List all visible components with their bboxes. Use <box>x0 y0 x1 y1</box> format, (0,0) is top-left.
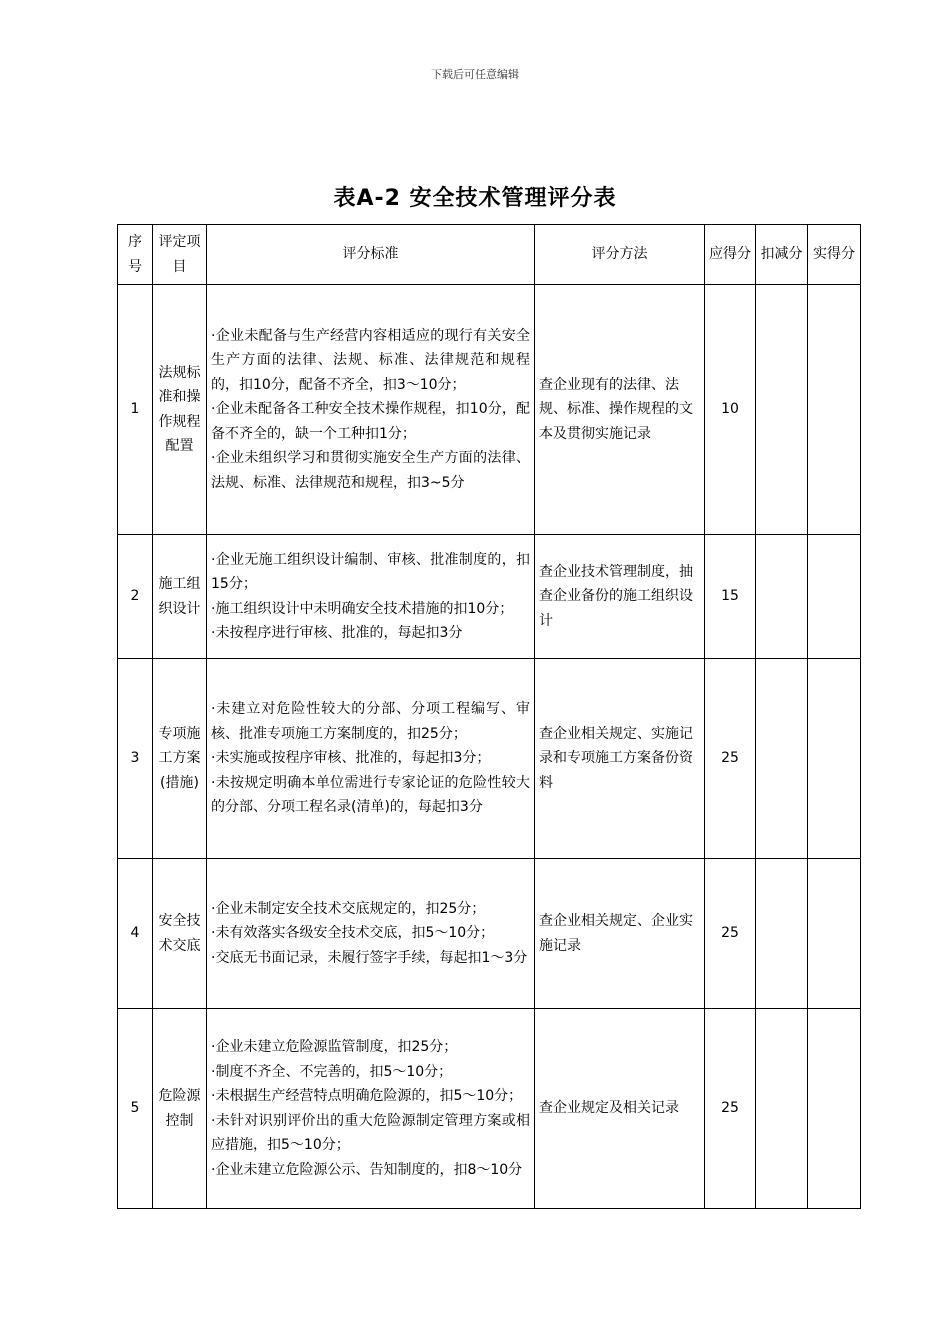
criteria-line: ·企业未组织学习和贯彻实施安全生产方面的法律、法规、标准、法律规范和规程，扣3~5分 <box>211 450 530 491</box>
column-header-deduct: 扣减分 <box>756 225 808 285</box>
score-cell: 10 <box>705 285 756 535</box>
table-row <box>118 535 861 659</box>
score-cell: 25 <box>705 1009 756 1209</box>
evaluation-item: 法规标准和操作规程配置 <box>153 285 207 535</box>
criteria-cell <box>207 535 535 659</box>
table-row <box>118 859 861 1009</box>
row-number: 2 <box>118 535 153 659</box>
evaluation-item: 安全技术交底 <box>153 859 207 1009</box>
criteria-line: ·未按规定明确本单位需进行专家论证的危险性较大的分部、分项工程名录(清单)的，每起扣3分 <box>211 774 530 816</box>
method-cell: 查企业现有的法律、法规、标准、操作规程的文本及贯彻实施记录 <box>535 285 705 535</box>
criteria-line: ·企业未建立危险源监管制度，扣25分； <box>211 1039 458 1055</box>
evaluation-item: 专项施工方案(措施) <box>153 659 207 859</box>
criteria-line: ·未有效落实各级安全技术交底，扣5～10分； <box>211 925 495 942</box>
row-number: 5 <box>118 1009 153 1209</box>
score-cell: 25 <box>705 659 756 859</box>
criteria-line: ·施工组织设计中未明确安全技术措施的扣10分； <box>211 600 514 617</box>
table-row <box>118 285 861 535</box>
table-header-row <box>118 225 861 285</box>
criteria-line: ·未实施或按程序审核、批准的，每起扣3分； <box>211 750 491 767</box>
criteria-line: ·企业未配备与生产经营内容相适应的现行有关安全生产方面的法律、法规、标准、法律规范和规程的，扣10分，配备不齐全，扣3～10分； <box>211 327 530 393</box>
column-header-number: 序号 <box>118 225 153 285</box>
column-header-actual: 实得分 <box>808 225 861 285</box>
criteria-line: ·未针对识别评价出的重大危险源制定管理方案或相应措施，扣5～10分； <box>211 1112 530 1153</box>
actual-cell <box>808 859 861 1009</box>
column-header-score: 应得分 <box>705 225 756 285</box>
scoring-table <box>117 224 861 1209</box>
row-number: 3 <box>118 659 153 859</box>
column-header-method: 评分方法 <box>535 225 705 285</box>
row-number: 1 <box>118 285 153 535</box>
deduct-cell <box>756 285 808 535</box>
criteria-line: ·交底无书面记录，未履行签字手续，每起扣1～3分 <box>211 949 528 966</box>
page-title: 表A-2 安全技术管理评分表 <box>333 186 617 211</box>
actual-cell <box>808 535 861 659</box>
method-cell: 查企业技术管理制度，抽查企业备份的施工组织设计 <box>535 535 705 659</box>
header-note: 下载后可任意编辑 <box>431 68 519 81</box>
criteria-line: ·未按程序进行审核、批准的，每起扣3分 <box>211 625 463 641</box>
evaluation-item: 危险源控制 <box>153 1009 207 1209</box>
criteria-line: ·未根据生产经营特点明确危险源的，扣5～10分； <box>211 1088 523 1104</box>
table-row <box>118 1009 861 1209</box>
deduct-cell <box>756 659 808 859</box>
criteria-line: ·企业未配备各工种安全技术操作规程，扣10分，配备不齐全的，缺一个工种扣1分； <box>211 401 530 442</box>
criteria-line: ·企业无施工组织设计编制、审核、批准制度的，扣15分； <box>211 551 530 592</box>
score-cell: 25 <box>705 859 756 1009</box>
criteria-line: ·未建立对危险性较大的分部、分项工程编写、审核、批准专项施工方案制度的，扣25分； <box>211 701 530 742</box>
actual-cell <box>808 285 861 535</box>
actual-cell <box>808 1009 861 1209</box>
column-header-criteria: 评分标准 <box>207 225 535 285</box>
criteria-cell <box>207 659 535 859</box>
actual-cell <box>808 659 861 859</box>
row-number: 4 <box>118 859 153 1009</box>
table-row <box>118 659 861 859</box>
evaluation-item: 施工组织设计 <box>153 535 207 659</box>
deduct-cell <box>756 859 808 1009</box>
criteria-cell <box>207 859 535 1009</box>
criteria-cell <box>207 1009 535 1209</box>
criteria-line: ·企业未建立危险源公示、告知制度的，扣8～10分 <box>211 1161 523 1178</box>
criteria-cell <box>207 285 535 535</box>
method-cell: 查企业规定及相关记录 <box>535 1009 705 1209</box>
deduct-cell <box>756 1009 808 1209</box>
method-cell: 查企业相关规定、企业实施记录 <box>535 859 705 1009</box>
score-cell: 15 <box>705 535 756 659</box>
column-header-item: 评定项目 <box>153 225 207 285</box>
method-cell: 查企业相关规定、实施记录和专项施工方案备份资料 <box>535 659 705 859</box>
deduct-cell <box>756 535 808 659</box>
criteria-line: ·企业未制定安全技术交底规定的，扣25分； <box>211 900 486 917</box>
criteria-line: ·制度不齐全、不完善的，扣5～10分； <box>211 1063 453 1080</box>
